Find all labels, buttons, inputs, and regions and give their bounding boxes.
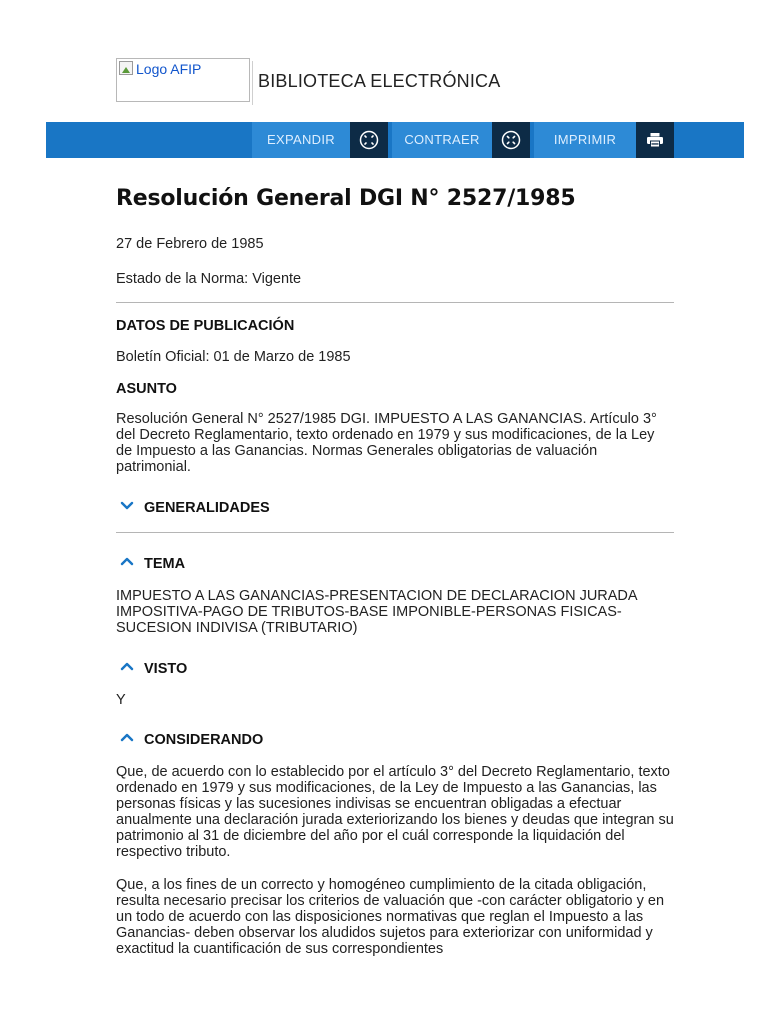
considerando-paragraph-1: Que, de acuerdo con lo establecido por el artículo 3° del Decreto Reglamentario, texto ordenado en 1979 y sus modificaciones, de la Ley de Impuesto a las Ganancias, las personas físicas y las sucesiones indivisas se encuentran obligadas a efectuar anualmente una declaración jurada exteriorizando los bienes y deudas que integran su patrimonio al 31 de diciembre del año por el cuál corresponde la liquidación del respectivo tributo. — [116, 764, 674, 860]
subject-text: Resolución General N° 2527/1985 DGI. IMPUESTO A LAS GANANCIAS. Artículo 3° del Decreto Reglamentario, texto ordenado en 1979 y sus modificaciones, de la Ley de Impuesto a las Ganancias. Normas Generales obligatorias de valuación patrimonial. — [116, 411, 657, 475]
printer-icon[interactable] — [636, 122, 674, 158]
document-date: 27 de Febrero de 1985 — [116, 236, 264, 252]
chevron-up-icon — [118, 553, 136, 571]
afip-logo[interactable] — [116, 58, 250, 102]
section-label: GENERALIDADES — [144, 500, 270, 516]
document-title: Resolución General DGI N° 2527/1985 — [116, 186, 576, 211]
chevron-up-icon — [118, 729, 136, 747]
expand-button[interactable]: EXPANDIR — [252, 122, 350, 158]
print-button[interactable]: IMPRIMIR — [534, 122, 636, 158]
divider — [116, 532, 674, 533]
section-label: TEMA — [144, 556, 186, 572]
logo-alt-text: Logo AFIP — [136, 61, 202, 77]
norm-status: Estado de la Norma: Vigente — [116, 271, 302, 287]
divider — [116, 302, 674, 303]
section-label: VISTO — [144, 661, 188, 677]
collapse-button[interactable]: CONTRAER — [392, 122, 492, 158]
expand-icon[interactable] — [350, 122, 388, 158]
subject-heading: ASUNTO — [116, 381, 177, 397]
considerando-paragraph-2: Que, a los fines de un correcto y homogéneo cumplimiento de la citada obligación, resulta necesario precisar los criterios de valuación que -con carácter obligatorio y en un todo de acuerdo con las disposiciones normativas que reglan el Impuesto a las Ganancias- deben observar los aludidos sujetos para exteriorizar con uniformidad y exactitud la cuantificación de sus correspondientes — [116, 877, 665, 957]
toolbar — [46, 122, 744, 158]
tema-text: IMPUESTO A LAS GANANCIAS-PRESENTACION DE DECLARACION JURADA IMPOSITIVA-PAGO DE TRIBUTOS-BASE IMPONIBLE-PERSONAS FISICAS-SUCESION INDIVISA (TRIBUTARIO) — [116, 588, 637, 636]
collapse-icon[interactable] — [492, 122, 530, 158]
section-label: CONSIDERANDO — [144, 732, 264, 748]
visto-text: Y — [116, 692, 126, 708]
site-header — [116, 58, 716, 104]
publication-text: Boletín Oficial: 01 de Marzo de 1985 — [116, 349, 351, 365]
chevron-up-icon — [118, 658, 136, 676]
broken-image-icon — [119, 61, 133, 75]
chevron-down-icon — [118, 497, 136, 515]
site-title: BIBLIOTECA ELECTRÓNICA — [258, 71, 501, 91]
publication-heading: DATOS DE PUBLICACIÓN — [116, 318, 295, 334]
